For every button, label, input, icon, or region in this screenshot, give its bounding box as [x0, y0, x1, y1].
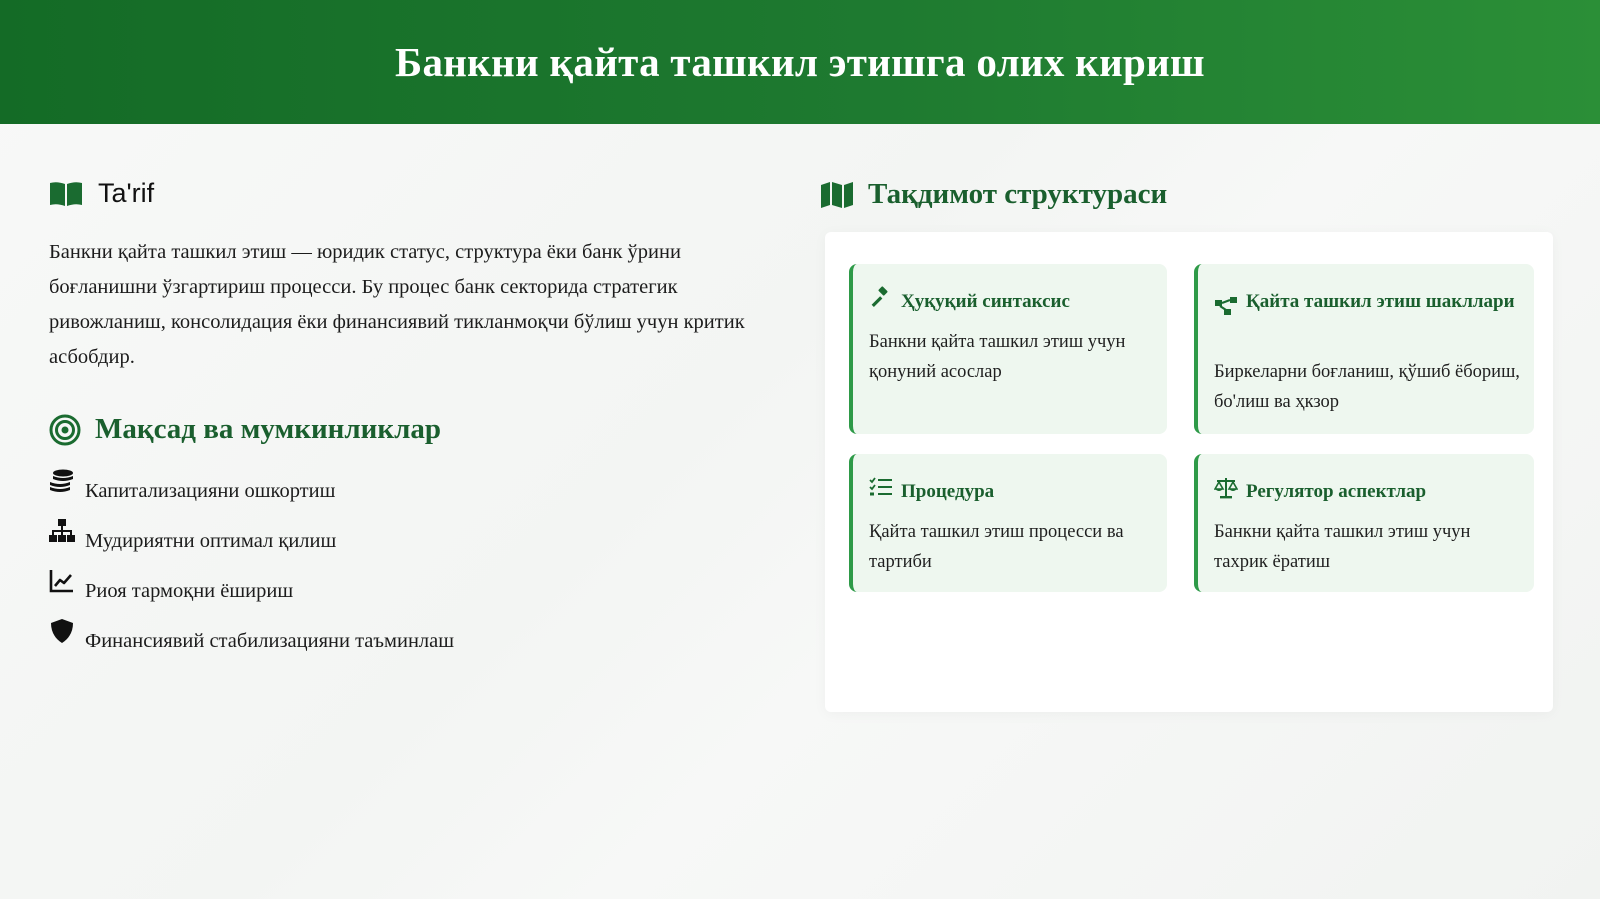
structure-card: [849, 454, 1167, 592]
line-chart-icon: [49, 568, 75, 594]
card-title: Қайта ташкил этиш шакллари: [1246, 291, 1515, 312]
goal-label: Риоя тармоқни ёшириш: [85, 580, 294, 602]
list-item: [49, 568, 769, 618]
card-text: Биркеларни боғланиш, қўшиб ёбориш, бо'лиш ва ҳкзор: [1214, 362, 1520, 412]
list-item: [49, 618, 769, 668]
coins-icon: [49, 468, 75, 494]
goal-label: Капитализацияни ошкортиш: [85, 480, 336, 502]
card-heading: [869, 476, 1153, 504]
card-heading: [1214, 476, 1520, 504]
card-text: Қайта ташкил этиш процесси ва тартиби: [869, 522, 1124, 572]
goal-label: Финансиявий стабилизацияни таъминлаш: [85, 630, 455, 652]
org-chart-icon: [49, 518, 75, 544]
structure-card: [849, 264, 1167, 434]
list-item: [49, 518, 769, 568]
definition-title: Ta'rif: [98, 178, 155, 208]
structure-title: Тақдимот структураси: [868, 178, 1168, 210]
goals-heading: [49, 413, 769, 446]
checklist-icon: [869, 476, 893, 500]
gavel-icon: [869, 286, 893, 310]
header-banner: [0, 0, 1600, 124]
branch-icon: [1214, 294, 1238, 318]
structure-card: [1194, 454, 1534, 592]
map-icon: [820, 181, 854, 209]
shield-icon: [49, 618, 75, 644]
left-column: [49, 178, 769, 668]
goals-title: Мақсад ва мумкинликлар: [95, 413, 441, 445]
target-icon: [49, 414, 81, 446]
goal-label: Мудириятни оптимал қилиш: [85, 530, 337, 552]
card-heading: [1214, 286, 1520, 318]
card-text: Банкни қайта ташкил этиш учун тахрик ёратиш: [1214, 522, 1471, 572]
structure-panel: [825, 232, 1553, 712]
structure-heading: [820, 178, 1167, 211]
card-title: Процедура: [901, 481, 995, 502]
page-title: Банкни қайта ташкил этишга олих кириш: [395, 39, 1205, 85]
definition-heading: [49, 178, 769, 209]
scale-icon: [1214, 476, 1238, 500]
open-book-icon: [49, 181, 83, 207]
card-title: Ҳуқуқий синтаксис: [901, 291, 1070, 312]
goals-list: [49, 468, 769, 668]
list-item: [49, 468, 769, 518]
card-heading: [869, 286, 1153, 314]
card-text: Банкни қайта ташкил этиш учун қонуний асослар: [869, 332, 1126, 382]
card-title: Регулятор аспектлар: [1246, 481, 1427, 502]
definition-text: Банкни қайта ташкил этиш — юридик статус, структура ёки банк ўрини боғланишни ўзгартириш процесси. Бу процес банк секторида стратегик ривожланиш, консолидация ёки финансиявий тикланмоқчи бўлиш учун критик асбобдир.: [49, 241, 745, 368]
structure-card: [1194, 264, 1534, 434]
